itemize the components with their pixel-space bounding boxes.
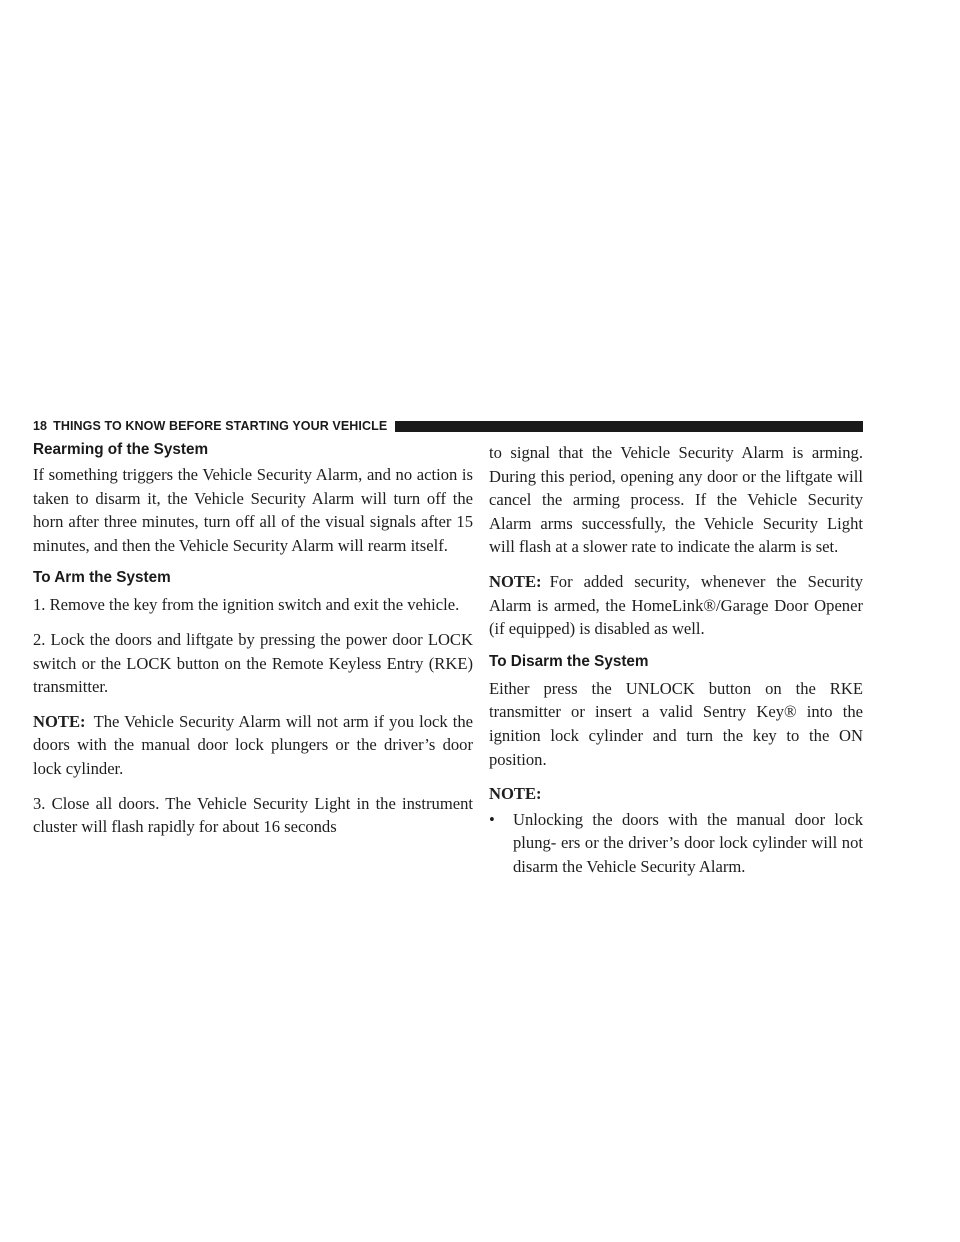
note-paragraph-3: [489, 782, 863, 806]
bullet-text: Unlocking the doors with the manual door lock plung- ers or the driver’s door lock cylinder will not disarm the Vehicle Security Alarm.: [513, 809, 863, 876]
arm-step-3-continued: to signal that the Vehicle Security Alarm is arming. During this period, opening any door or the liftgate will cancel the arming process. If the Vehicle Security Alarm arms successfully, the Vehicle Security Light will flash at a slower rate to indicate the alarm is set.: [489, 443, 863, 557]
header-rule: [395, 421, 863, 432]
note-paragraph-2: [489, 570, 863, 641]
arm-heading: To Arm the System: [33, 569, 171, 587]
running-header: [33, 415, 863, 437]
note-label: NOTE:: [489, 784, 542, 804]
arm-step-1: 1. Remove the key from the ignition switch and exit the vehicle.: [33, 595, 460, 615]
note-text: For added security, whenever the Security Alarm is armed, the HomeLink®/Garage Door Opener (if equipped) is disabled as well.: [489, 571, 863, 639]
disarm-heading: To Disarm the System: [489, 652, 649, 670]
note-text: The Vehicle Security Alarm will not arm if you lock the doors with the manual door lock plungers or the driver’s door lock cylinder.: [33, 711, 473, 778]
arm-step-2: 2. Lock the doors and liftgate by pressing the power door LOCK switch or the LOCK button on the Remote Keyless Entry (RKE) transmitter.: [33, 629, 473, 697]
disarm-paragraph: Either press the UNLOCK button on the RKE transmitter or insert a valid Sentry Key® into the ignition lock cylinder and turn the key to the ON position.: [489, 678, 863, 769]
bullet-icon: •: [489, 809, 495, 829]
right-column: [489, 441, 863, 879]
note-paragraph-1: [33, 710, 473, 781]
rearming-heading: Rearming of the System: [33, 441, 209, 458]
left-column: [33, 441, 473, 850]
section-title: THINGS TO KNOW BEFORE STARTING YOUR VEHICLE: [53, 419, 388, 433]
note-label: NOTE:: [33, 711, 86, 731]
rearming-paragraph: If something triggers the Vehicle Security Alarm, and no action is taken to disarm it, the Vehicle Security Alarm will turn off the horn after three minutes, turn off all of the visual signals after 15 minutes, and then the Vehicle Security Alarm will rearm itself.: [33, 465, 473, 555]
bullet-item: [489, 808, 863, 879]
page-number: 18: [33, 419, 48, 433]
note-label: NOTE:: [489, 571, 542, 591]
arm-step-3: 3. Close all doors. The Vehicle Security Light in the instrument cluster will flash rapidly for about 16 seconds: [33, 793, 473, 837]
